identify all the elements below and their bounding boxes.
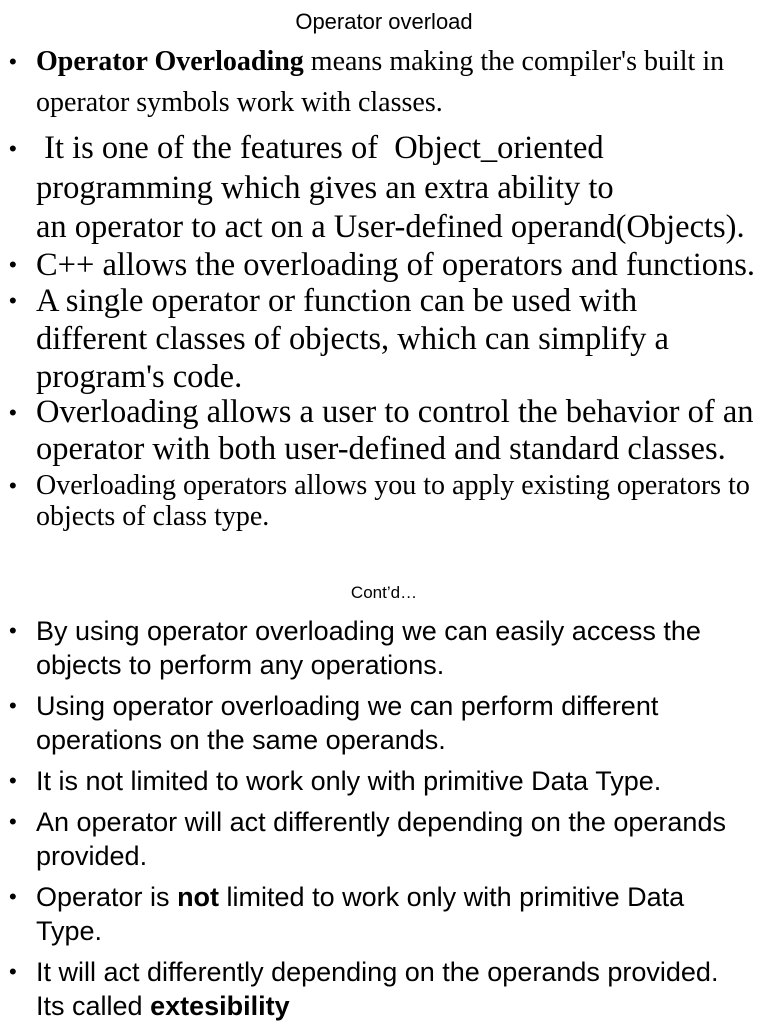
bold-term: Operator Overloading xyxy=(36,46,304,77)
slide-1-bullet-6 xyxy=(9,470,766,532)
slide-1-bullet-2 xyxy=(9,129,766,248)
slide-1-title: Operator overload xyxy=(295,9,473,34)
bullet-text: Operator is xyxy=(36,882,178,912)
bullet-line: C++ allows the overloading of operators and functions. xyxy=(36,247,755,283)
bullet-line: It is not limited to work only with primitive Data Type. xyxy=(36,766,662,796)
bullet-dot-icon: • xyxy=(9,49,17,74)
slide-1-bullet-3 xyxy=(9,246,766,284)
slide-2-bullet-4 xyxy=(9,805,766,873)
bullet-line: By using operator overloading we can easily access the xyxy=(36,616,701,646)
bullet-text: means making the compiler's built in xyxy=(303,46,725,77)
bullet-line: different classes of objects, which can simplify a xyxy=(36,321,669,357)
bullet-dot-icon: • xyxy=(9,959,17,984)
bullet-line xyxy=(36,989,766,1023)
slide-2-bullet-6 xyxy=(9,955,766,1023)
slide-1-bullet-4 xyxy=(9,282,766,396)
bullet-dot-icon: • xyxy=(9,809,17,834)
bullet-dot-icon: • xyxy=(9,768,17,793)
slide-2-bullet-5 xyxy=(9,880,766,948)
bullet-line: programming which gives an extra ability to xyxy=(36,169,614,206)
bullet-line: Type. xyxy=(36,916,103,946)
bullet-line: operations on the same operands. xyxy=(36,725,446,755)
bullet-line: an operator to act on a User-defined operand(Objects). xyxy=(36,209,745,245)
slide-2-bullet-2 xyxy=(9,689,766,757)
slide-1-bullet-1 xyxy=(9,41,766,123)
bullet-dot-icon: • xyxy=(9,252,17,277)
bullet-line: objects to perform any operations. xyxy=(36,650,445,680)
bullet-line: objects of class type. xyxy=(36,501,270,532)
bullet-dot-icon: • xyxy=(9,693,17,718)
bullet-line: Overloading allows a user to control the behavior of an xyxy=(36,394,754,430)
bullet-line: It is one of the features of Object_oriented xyxy=(36,130,604,166)
bullet-line: An operator will act differently depending on the operands xyxy=(36,807,726,837)
bullet-dot-icon: • xyxy=(9,136,17,161)
bold-term: extesibility xyxy=(150,991,290,1021)
bullet-dot-icon: • xyxy=(9,400,17,425)
slide-2-bullet-3 xyxy=(9,764,766,798)
bullet-line: It will act differently depending on the operands provided. xyxy=(36,957,719,987)
bullet-dot-icon: • xyxy=(9,618,17,643)
bullet-line xyxy=(36,41,766,82)
bullet-line: Using operator overloading we can perform different xyxy=(36,691,659,721)
slide-1-bullet-5 xyxy=(9,394,766,468)
slide-2-title: Cont’d… xyxy=(350,583,418,602)
slide-2-bullet-1 xyxy=(9,614,766,682)
bullet-dot-icon: • xyxy=(9,473,17,498)
bullet-line: operator symbols work with classes. xyxy=(36,87,443,118)
bullet-text: limited to work only with primitive Data xyxy=(219,882,685,912)
bullet-line: A single operator or function can be used with xyxy=(36,283,638,319)
bullet-dot-icon: • xyxy=(9,884,17,909)
bullet-line xyxy=(36,880,766,914)
bullet-line: provided. xyxy=(36,841,148,871)
bullet-dot-icon: • xyxy=(9,288,17,313)
bullet-text: Its called xyxy=(36,991,151,1021)
bullet-line: program's code. xyxy=(36,359,243,395)
bullet-line: Overloading operators allows you to apply existing operators to xyxy=(36,470,750,501)
bold-term: not xyxy=(177,882,220,912)
bullet-line: operator with both user-defined and standard classes. xyxy=(36,431,726,467)
